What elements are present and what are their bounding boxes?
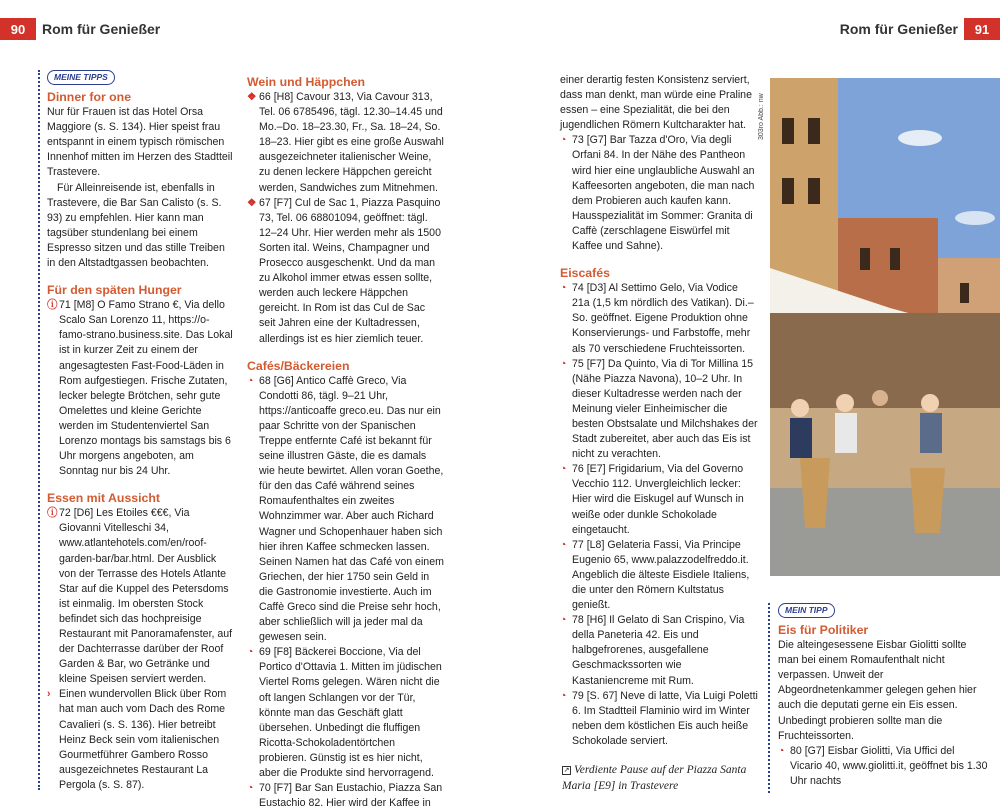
left-page-number: 90 — [0, 18, 36, 40]
column-3 — [560, 73, 758, 749]
listing-entry — [560, 613, 758, 688]
entry-marker-icon: ❖ — [247, 196, 257, 209]
left-page-header — [0, 18, 166, 40]
listing-entry — [47, 298, 233, 479]
entry-text: 78 [H6] Il Gelato di San Crispino, Via della Paneteria 42. Eis und halbgefrorenes, ausgefallene Geschmackssorten wie Kastaniencreme mit Rum. — [572, 614, 745, 687]
paragraph: Für Alleinreisende ist, ebenfalls in Trastevere, die Bar San Calisto (s. S. 93) zu empfehlen. Hier kann man tagsüber stundenlang bei einem Espresso sitzen und das stille Treiben in den Altstadtgassen beobachten. — [47, 181, 225, 270]
entry-text: 76 [E7] Frigidarium, Via del Governo Vecchio 112. Unvergleichlich lecker: Hier wird die Eiskugel auf Wunsch in weiße oder dunkle Schokolade eingetaucht. — [572, 463, 744, 536]
listing-entry — [47, 506, 233, 687]
image-caption-icon: ↗ — [563, 766, 570, 774]
entry-text: 77 [L8] Gelateria Fassi, Via Principe Eugenio 65, www.palazzodelfreddo.it. Angeblich die älteste Eisdiele Italiens, die unter den Römern Kultstatus genießt. — [572, 538, 750, 612]
paragraph: Die alteingesessene Eisbar Giolitti sollte man bei einem Romaufenthalt nicht verpassen. Unweit der Abgeordnetenkammer gelegen gehen hier auch die deputati gerne ein Eis essen. Unbedingt probieren sollte man die Fruchteissorten. — [778, 639, 977, 742]
entry-marker-icon: ◔ — [560, 357, 567, 370]
listing-entry — [247, 90, 444, 196]
section-heading: Eis für Politiker — [778, 623, 869, 638]
entry-marker-icon: ◔ — [778, 744, 785, 757]
entry-marker-icon: ◔ — [560, 282, 567, 295]
entry-marker-icon: ❖ — [247, 91, 257, 103]
listing-entry — [247, 374, 444, 646]
entry-marker-icon: ◔ — [560, 463, 567, 476]
listing-entry — [560, 133, 758, 254]
entry-marker-icon: ⓘ — [47, 507, 58, 520]
entry-text: 75 [F7] Da Quinto, Via di Tor Millina 15 (Nähe Piazza Navona), 10–2 Uhr. In dieser Kultadresse werden nach der Meinung vieler Einheimischer die besten Obstsalate und Milchshakes der Stadt zubereitet, aber auch das Eis ist nicht zu verachten. — [572, 357, 758, 461]
entry-text: 79 [S. 67] Neve di latte, Via Luigi Poletti 6. Im Stadtteil Flaminio wird im Winter neben dem köstlichen Eis auch heiße Schokolade serviert. — [572, 689, 758, 747]
right-page-number: 91 — [964, 18, 1000, 40]
entry-text: Einen wundervollen Blick über Rom hat man auch vom Dach des Rome Cavalieri (s. S. 136). Hier betreibt Heinz Beck sein vom italienischen Gourmetführer Gambero Rosso ausgezeichnetes Restaurant La Pergola (s. S. 87). — [59, 688, 227, 791]
column-4-tip-box — [778, 603, 988, 789]
paragraph: einer derartig festen Konsistenz serviert, dass man denkt, man würde eine Praline essen – eine Spezialität, die bei den jugendlichen Römern Kultcharakter hat. — [560, 74, 752, 132]
paragraph: Nur für Frauen ist das Hotel Orsa Maggiore (s. S. 134). Hier speist frau entspannt in einem typisch römischen Innenhof mitten im Herzen des Stadtteil Trastevere. — [47, 106, 233, 179]
right-page-header — [834, 18, 1000, 40]
entry-marker-icon: › — [47, 688, 51, 701]
tip-box-rule-right — [768, 603, 770, 793]
listing-entry — [560, 538, 758, 613]
entry-text: 70 [F7] Bar San Eustachio, Piazza San Eustachio 82. Hier wird der Kaffee in — [259, 782, 443, 810]
section-heading: Cafés/Bäckereien — [247, 358, 350, 373]
section-heading: Dinner for one — [47, 90, 132, 105]
meine-tipps-badge: MEINE TIPPS — [47, 70, 115, 85]
entry-text: 66 [H8] Cavour 313, Via Cavour 313, Tel. 06 6785496, tägl. 12.30–14.45 und Mo.–Do. 18–23.30, Fr., Sa. 18–24, So. 18–23. Hier gibt es eine große Auswahl ausgezeichneter italienischer Weine, zu denen leckere Häppchen gereicht werden, Sandwiches zum Mitnehmen. — [259, 91, 444, 194]
entry-marker-icon: ◔ — [560, 689, 567, 702]
section-heading: Für den späten Hunger — [47, 283, 182, 298]
entry-marker-icon: ◔ — [247, 646, 254, 659]
listing-entry — [560, 689, 758, 749]
listing-entry — [560, 462, 758, 537]
column-1 — [47, 70, 233, 793]
listing-entry — [778, 744, 988, 789]
photo-caption-text: Verdiente Pause auf der Piazza Santa Maria [E9] in Trastevere — [562, 764, 747, 792]
entry-text: 67 [F7] Cul de Sac 1, Piazza Pasquino 73, Tel. 06 68801094, geöffnet: tägl. 12–24 Uhr. Hier werden mehr als 1500 Sorten ital. Weins, Champagner und Prosecco ausgeschenkt. Und da man zu Alkohol immer etwas essen sollte, werden auch leckere Häppchen gereicht. In Rom ist das Cul de Sac seit Jahren eine der Kultadressen, allerdings ist es hier ziemlich teuer. — [259, 196, 441, 345]
entry-text: 80 [G7] Eisbar Giolitti, Via Uffici del Vicario 40, www.giolitti.it, geöffnet bis 1.30 Uhr nachts — [790, 744, 988, 787]
entry-marker-icon: ⓘ — [47, 299, 58, 312]
left-page-title: Rom für Genießer — [42, 21, 161, 37]
listing-entry — [247, 645, 444, 781]
entry-text: 71 [M8] O Famo Strano €, Via dello Scalo San Lorenzo 11, https://o-famo-strano.business.site. Das Lokal ist in kurzer Zeit zu einem der angesagtesten Fast-Food-Läden in Rom aufgestiegen. Frische Zutaten, lecker belegte Brötchen, sehr gute Omelettes und kleine Gerichte werden im Studentenviertel San Lorenzo montags bis samstags bis 6 Uhr morgens angeboten, am Sonntag nur bis 24 Uhr. — [59, 299, 233, 478]
right-page-title: Rom für Genießer — [839, 21, 958, 37]
entry-text: 72 [D6] Les Etoiles €€€, Via Giovanni Vitelleschi 34, www.atlantehotels.com/en/roof-garden-bar/bar.html. Der Ausblick von der Terrasse des Hotels Atlante Star auf die Kuppel des Petersdoms ist einmalig. Im obersten Stock befindet sich das hochpreisige Restaurant mit Panoramafenster, auf der Dachterrasse darüber der Roof Garden & Bar, wo Getränke und kleine Speisen serviert werden. — [59, 507, 233, 686]
tip-box-rule-left — [38, 70, 40, 790]
entry-text: 74 [D3] Al Settimo Gelo, Via Vodice 21a (1,5 km nördlich des Vatikan). Di.–So. geöffnet. Eigene Produktion ohne Konservierungs- und Farbstoffe, mehr als 70 verschiedene Fruchteissorten. — [572, 282, 754, 355]
listing-entry — [247, 196, 444, 347]
column-2 — [247, 70, 444, 811]
listing-entry — [47, 687, 233, 793]
section-heading: Essen mit Aussicht — [47, 491, 160, 506]
piazza-cafe-photo — [770, 78, 1000, 576]
entry-marker-icon: ◔ — [560, 134, 567, 147]
entry-marker-icon: ◔ — [560, 538, 567, 551]
listing-entry — [247, 781, 444, 811]
photo-credit: 303ro Abb.: nw — [758, 93, 765, 140]
entry-marker-icon: ◔ — [247, 782, 254, 795]
entry-text: 69 [F8] Bäckerei Boccione, Via del Portico d'Ottavia 1. Mitten im jüdischen Viertel Roms gelegen. Wären nicht die oft langen Schlangen vor der Tür, könnte man das Geschäft glatt übersehen. Unbedingt die fluffigen Ricotta-Schokoladentörtchen probieren. Günstig ist es hier nicht, aber die Produkte sind hervorragend. — [259, 646, 442, 780]
section-heading: Wein und Häppchen — [247, 75, 365, 89]
photo-caption — [562, 762, 762, 794]
listing-entry — [560, 357, 758, 463]
entry-marker-icon: ◔ — [560, 614, 567, 627]
entry-marker-icon: ◔ — [247, 374, 254, 387]
section-heading: Eiscafés — [560, 266, 610, 281]
entry-text: 73 [G7] Bar Tazza d'Oro, Via degli Orfani 84. In der Nähe des Pantheon wird hier eine unglaubliche Auswahl an Kaffeesorten angeboten, die man nach dem Probieren auch kaufen kann. Hausspezialität im Sommer: Granita di Caffè (zerschlagene Eiswürfel mit Kaffee und Sahne). — [572, 134, 755, 253]
mein-tipp-badge: MEIN TIPP — [778, 603, 835, 618]
entry-text: 68 [G6] Antico Caffè Greco, Via Condotti 86, tägl. 9–21 Uhr, https://anticoaffe greco.eu. Das nur ein paar Schritte von der Spanischen Treppe entfernte Café ist bekannt für seine illustren Gäste, die es damals wie heute bewirtet. Allen voran Goethe, für den das Café während seines Romaufenthaltes ein zweites Wohnzimmer war. Aber auch Richard Wagner und Schopenhauer haben sich hier ihren Kaffee schmecken lassen. Seinen Namen hat das Café von einem Griechen, der hier 1750 sein Geld in die Gastronomie investierte. Auch im Caffè Greco sind die Preise sehr hoch, aber schließlich will ja jeder mal da gewesen sein. — [259, 374, 444, 644]
listing-entry — [560, 281, 758, 356]
